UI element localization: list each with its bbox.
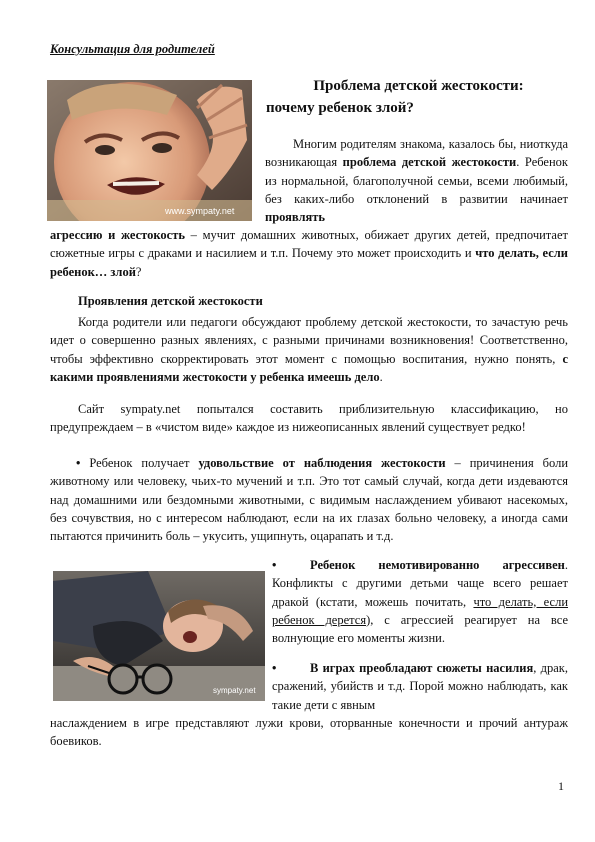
watermark-text: sympaty.net: [213, 686, 256, 695]
bullet-marker: •: [272, 661, 277, 675]
bullet-item-violent-games: • В играх преобладают сюжеты насилия, драк, сражений, убийств и т.д. Порой можно наблюдать, как такие дети с явным: [272, 661, 568, 712]
consultation-header: Консультация для родителей: [50, 42, 215, 56]
bullet-item-aggression: • Ребенок немотивированно агрессивен. Конфликты с другими детьми чаще всего решает дракой (кстати, можешь почитать, что делать, если ребенок дерется), с агрессией реагирует на все волнующие его моменты жизни.: [272, 558, 569, 646]
angry-child-photo: [47, 80, 252, 221]
section-heading: Проявления детской жестокости: [78, 294, 263, 308]
fight-article-link[interactable]: что делать, если ребенок дерется: [272, 594, 569, 627]
bullet-item-pleasure: • Ребенок получает удовольствие от наблюдения жестокости – причинения боли животному или человеку, чьих-то мучений и т.п. Это тот самый случай, когда дети издеваются над домашними или бездомными животными, с видимым наслаждением убивают насекомых, без сочувствия, но с интересом наблюдают, если на их глазах больно человеку, а иногда сами пытаются причинить боль – укусить, ущипнуть, оцарапать и т.д.: [50, 456, 569, 544]
title-line-2: почему ребенок злой?: [266, 100, 414, 116]
intro-paragraph-continued: агрессию и жестокость – мучит домашних животных, обижает других детей, предпочитает сюжетные игры с драками и насилием и т.п. Почему это может происходить и что делать, если ребенок… злой?: [50, 228, 568, 279]
paragraph-classification: Сайт sympaty.net попытался составить приблизительную классификацию, но предупреждаем – в «чистом виде» каждое из нижеописанных явлений существует редко!: [50, 402, 568, 435]
bullet-marker: •: [76, 456, 81, 470]
child-fight-photo: [53, 571, 265, 701]
page-number: 1: [558, 779, 564, 793]
bullet-marker: •: [272, 558, 277, 572]
article-title: [266, 75, 571, 119]
title-line-1: Проблема детской жестокости:: [313, 78, 524, 94]
watermark-text: www.sympaty.net: [165, 206, 235, 216]
paragraph-causes: Когда родители или педагоги обсуждают проблему детской жестокости, то зачастую речь идет о совершенно разных явлениях, с разными причинами возникновения! Соответственно, чтобы эффективно скорректировать этот момент с помощью воспитания, нужно понять, с какими проявлениями жестокости у ребенка имеешь дело.: [50, 315, 568, 384]
bullet-item-violent-games-continued: наслаждением в игре представляют лужи крови, оторванные конечности и прочий антураж боевиков.: [50, 716, 568, 749]
intro-paragraph: Многим родителям знакома, казалось бы, ниоткуда возникающая проблема детской жестокости. Ребенок из нормальной, благополучной семьи, всеми любимый, без каких-либо отклонений в развитии начинает проявлять: [265, 137, 568, 225]
